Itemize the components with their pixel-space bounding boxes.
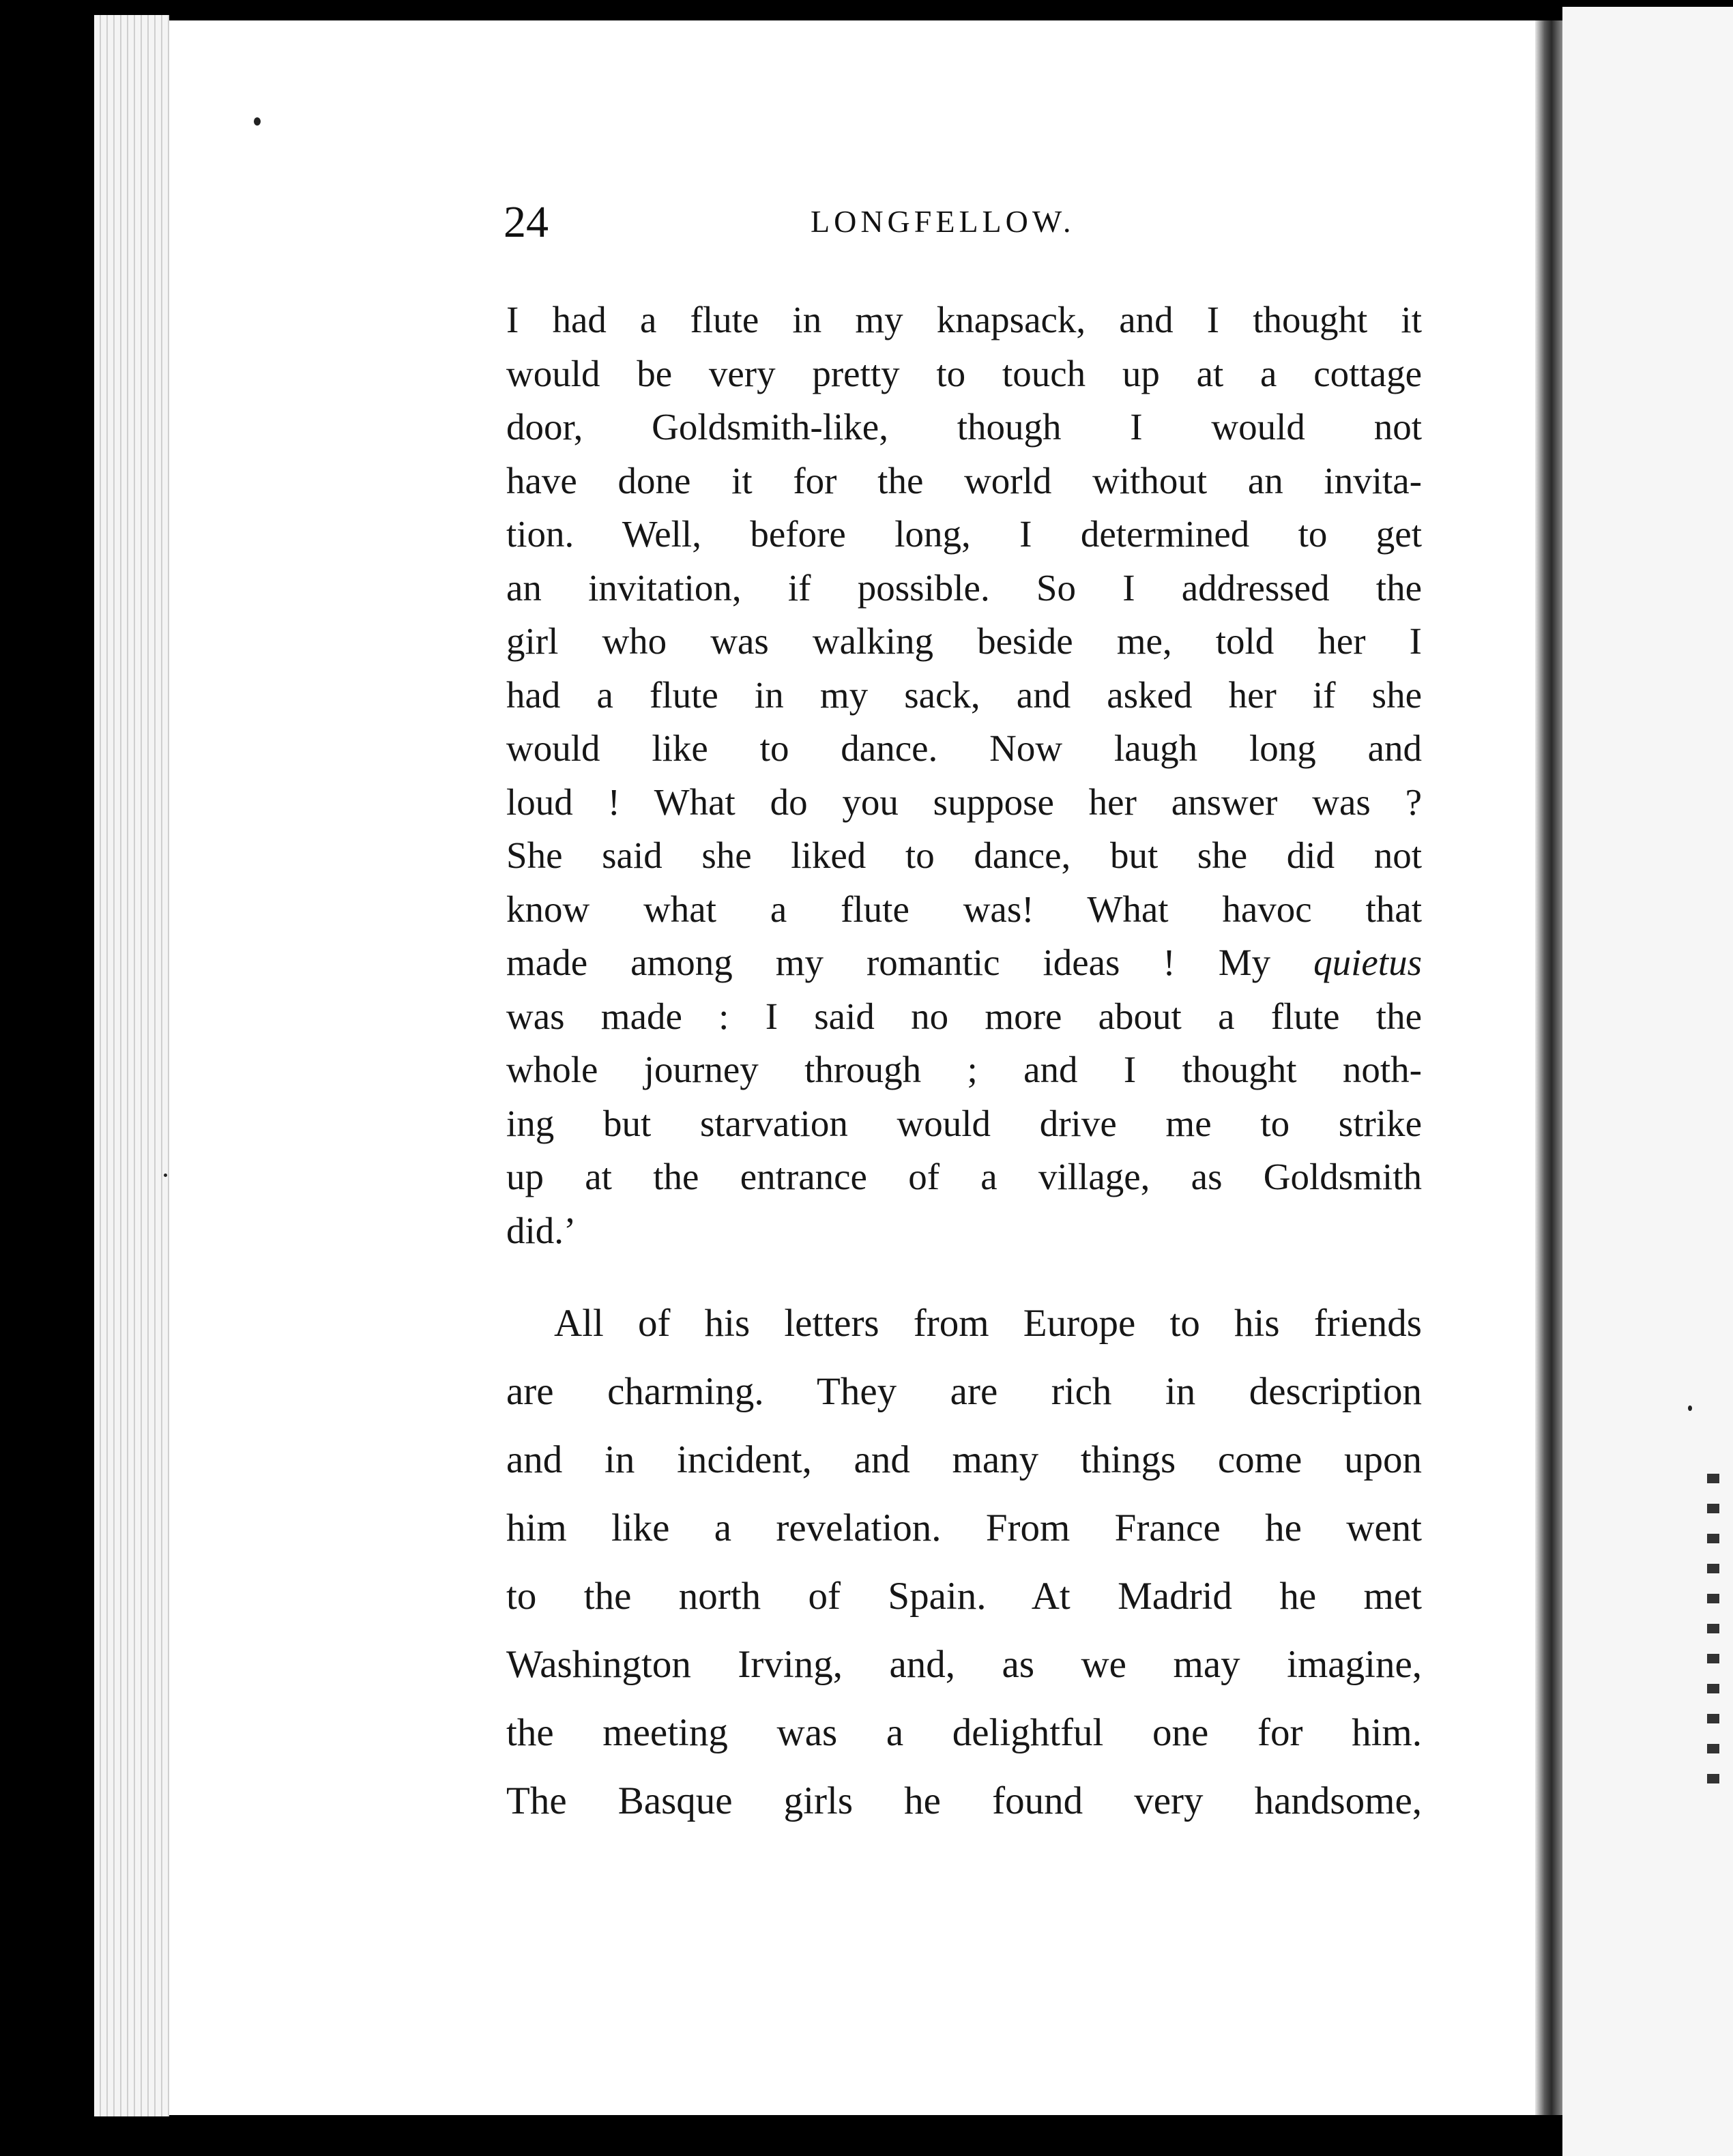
text-line: are charming. They are rich in description [506, 1370, 1422, 1413]
text-line: would like to dance. Now laugh long and [506, 727, 1422, 769]
text-line: door, Goldsmith-like, though I would not [506, 406, 1422, 448]
running-head: LONGFELLOW. [811, 204, 1075, 239]
text-line-start: made among my romantic ideas ! My [506, 942, 1314, 983]
book-spine [1535, 20, 1562, 2115]
text-line: loud ! What do you suppose her answer was ? [506, 781, 1422, 823]
paper-speck [164, 1174, 167, 1177]
page-header [504, 196, 1426, 251]
text-line: She said she liked to dance, but she did not [506, 834, 1422, 876]
text-line: The Basque girls he found very handsome, [506, 1779, 1422, 1822]
facing-page-edge [1562, 7, 1733, 2156]
page-edges [94, 15, 169, 2116]
paragraph-continued [506, 293, 1422, 1257]
page-number: 24 [504, 197, 549, 247]
paper-speck [1688, 1405, 1692, 1411]
italic-word: quietus [1313, 942, 1422, 983]
text-line: and in incident, and many things come upon [506, 1438, 1422, 1481]
text-line: an invitation, if possible. So I addressed the [506, 566, 1422, 609]
text-line: would be very pretty to touch up at a cottage [506, 352, 1422, 394]
text-line: had a flute in my sack, and asked her if she [506, 673, 1422, 716]
text-line: him like a revelation. From France he went [506, 1506, 1422, 1549]
text-line: did.’ [506, 1209, 577, 1251]
facing-page-marks [1707, 1474, 1719, 1788]
text-line: know what a flute was! What havoc that [506, 888, 1422, 930]
text-line: Washington Irving, and, as we may imagine, [506, 1643, 1422, 1686]
text-line: ing but starvation would drive me to strike [506, 1102, 1422, 1144]
text-line: tion. Well, before long, I determined to get [506, 513, 1422, 555]
text-line: All of his letters from Europe to his friends [554, 1302, 1422, 1345]
text-line: the meeting was a delightful one for him. [506, 1711, 1422, 1754]
paragraph-new [506, 1290, 1422, 1835]
text-line: I had a flute in my knapsack, and I thought it [506, 299, 1422, 340]
text-line: girl who was walking beside me, told her I [506, 620, 1422, 662]
paper-speck [254, 117, 261, 126]
text-line: have done it for the world without an invita- [506, 459, 1422, 501]
text-line: up at the entrance of a village, as Goldsmith [506, 1156, 1422, 1197]
text-line [506, 936, 1422, 990]
text-line: whole journey through ; and I thought noth- [506, 1049, 1422, 1090]
text-line: was made : I said no more about a flute the [506, 995, 1422, 1037]
text-line: to the north of Spain. At Madrid he met [506, 1575, 1422, 1618]
